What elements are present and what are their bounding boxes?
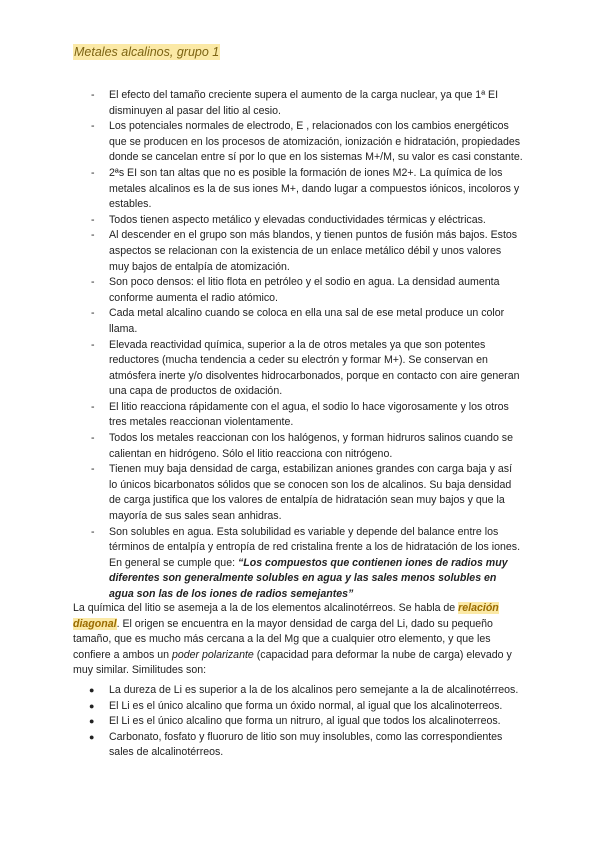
bullet-icon: ● xyxy=(89,685,95,695)
list-item xyxy=(73,213,523,229)
list-item-text: El Li es el único alcalino que forma un nitruro, al igual que todos los alcalinoterreos. xyxy=(109,715,501,728)
list-item xyxy=(73,338,523,400)
dash-marker: - xyxy=(91,338,95,351)
list-item-text: Carbonato, fosfato y fluoruro de litio son muy insolubles, como las correspondientes sales de alcalinotérreos. xyxy=(109,730,503,759)
list-item xyxy=(73,683,528,699)
list-item-text: La dureza de Li es superior a la de los alcalinos pero semejante a la de alcalinotérreos. xyxy=(109,684,519,696)
list-item xyxy=(73,699,528,715)
list-item xyxy=(73,88,523,119)
properties-list xyxy=(73,88,523,603)
diagonal-relation-paragraph xyxy=(73,601,531,679)
dash-marker: - xyxy=(91,229,95,242)
dash-marker: - xyxy=(91,432,95,445)
list-item xyxy=(73,462,523,524)
list-item-text: Elevada reactividad química, superior a la de otros metales ya que son potentes reductores (mucha tendencia a ceder su electrón y formar M+). Se conservan en atmósfera inerte y/o disolventes hidrocarbonados, porque en contacto con aire generan una capa de productos de oxidación. xyxy=(109,338,520,398)
similarities-list xyxy=(73,683,528,761)
paragraph-text: . El origen se encuentra en la mayor densidad de carga del Li, dado su pequeño tamaño, que es mucho más cercana a la del Mg que a cualquier otro elemento, y que les confiere a ambos un xyxy=(73,617,493,661)
list-item xyxy=(73,166,523,213)
dash-marker: - xyxy=(91,89,95,101)
list-item-text: El efecto del tamaño creciente supera el aumento de la carga nuclear, ya que 1ª EI disminuyen al pasar del litio al cesio. xyxy=(109,89,499,117)
list-item-text: Cada metal alcalino cuando se coloca en ella una sal de ese metal produce un color llama. xyxy=(109,307,505,335)
paragraph-text: La química del litio se asemeja a la de los elementos alcalinotérreos. Se habla de xyxy=(73,602,459,614)
list-item xyxy=(73,306,523,337)
dash-marker: - xyxy=(91,276,95,289)
list-item xyxy=(73,275,523,306)
list-item-text: Al descender en el grupo son más blandos, y tienen puntos de fusión más bajos. Estos aspectos se relacionan con la existencia de un enlace metálico débil y unos valores muy bajos de entalpía de atomización. xyxy=(109,229,518,273)
dash-marker: - xyxy=(91,463,95,476)
list-item-text: 2ªs EI son tan altas que no es posible la formación de iones M2+. La química de los metales alcalinos es la de sus iones M+, dando lugar a compuestos iónicos, incoloros y estables. xyxy=(109,166,520,211)
dash-marker: - xyxy=(91,166,95,179)
dash-marker: - xyxy=(91,307,95,320)
dash-marker: - xyxy=(91,400,95,413)
highlighted-term: relación diagonal xyxy=(73,602,499,630)
list-item-text: El litio reacciona rápidamente con el agua, el sodio lo hace vigorosamente y los otros tres metales reaccionan violentamente. xyxy=(109,400,509,429)
list-item-text: El Li es el único alcalino que forma un óxido normal, al igual que los alcalinoterreos. xyxy=(109,699,503,712)
list-item xyxy=(73,400,523,431)
list-item-text: Tienen muy baja densidad de carga, estabilizan aniones grandes con carga baja y así lo únicos bicarbonatos sólidos que se conocen son los de alcalinos. Su baja densidad de carga justifica que los valores de entalpía de hidratación sean muy bajos y que la mayoría de sus sales sean anhidras. xyxy=(109,463,513,523)
paragraph-text: (capacidad para deformar la nube de carga) elevado y muy similar. Similitudes son: xyxy=(73,648,512,677)
dash-marker: - xyxy=(91,120,95,133)
list-item xyxy=(73,119,523,166)
solubility-rule-quote: “Los compuestos que contienen iones de radios muy diferentes son generalmente solubles en agua y las sales menos solubles en agua son las de los iones de radios semejantes” xyxy=(109,556,508,600)
list-item-text: Todos los metales reaccionan con los halógenos, y forman hidruros salinos cuando se calientan en hidrógeno. Sólo el litio reacciona con nitrógeno. xyxy=(109,432,513,460)
list-item xyxy=(73,730,528,761)
list-item-text: Son solubles en agua. Esta solubilidad es variable y depende del balance entre los términos de entalpía y entropía de red cristalina frente a los de hidratación de los iones. En general se cumple que: xyxy=(109,525,521,569)
page-title: Metales alcalinos, grupo 1 xyxy=(74,45,220,59)
bullet-icon: ● xyxy=(89,700,95,711)
list-item-text: Todos tienen aspecto metálico y elevadas conductividades térmicas y eléctricas. xyxy=(109,213,486,226)
list-item-text: Son poco densos: el litio flota en petróleo y el sodio en agua. La densidad aumenta conforme aumenta el radio atómico. xyxy=(109,276,500,304)
list-item-solubility xyxy=(73,525,523,603)
list-item xyxy=(73,431,523,462)
list-item xyxy=(73,714,528,730)
dash-marker: - xyxy=(91,213,95,226)
list-item-text: Los potenciales normales de electrodo, E , relacionados con los cambios energéticos que se producen en los procesos de atomización, ionización e hidratación, propiedades donde se cancelan entre sí por lo que en los sistemas M+/M, su valor es casi constante. xyxy=(109,120,523,164)
dash-marker: - xyxy=(91,525,95,538)
list-item xyxy=(73,228,523,275)
bullet-icon: ● xyxy=(89,716,95,727)
italic-term: poder polarizante xyxy=(171,648,254,661)
bullet-icon: ● xyxy=(89,731,95,742)
